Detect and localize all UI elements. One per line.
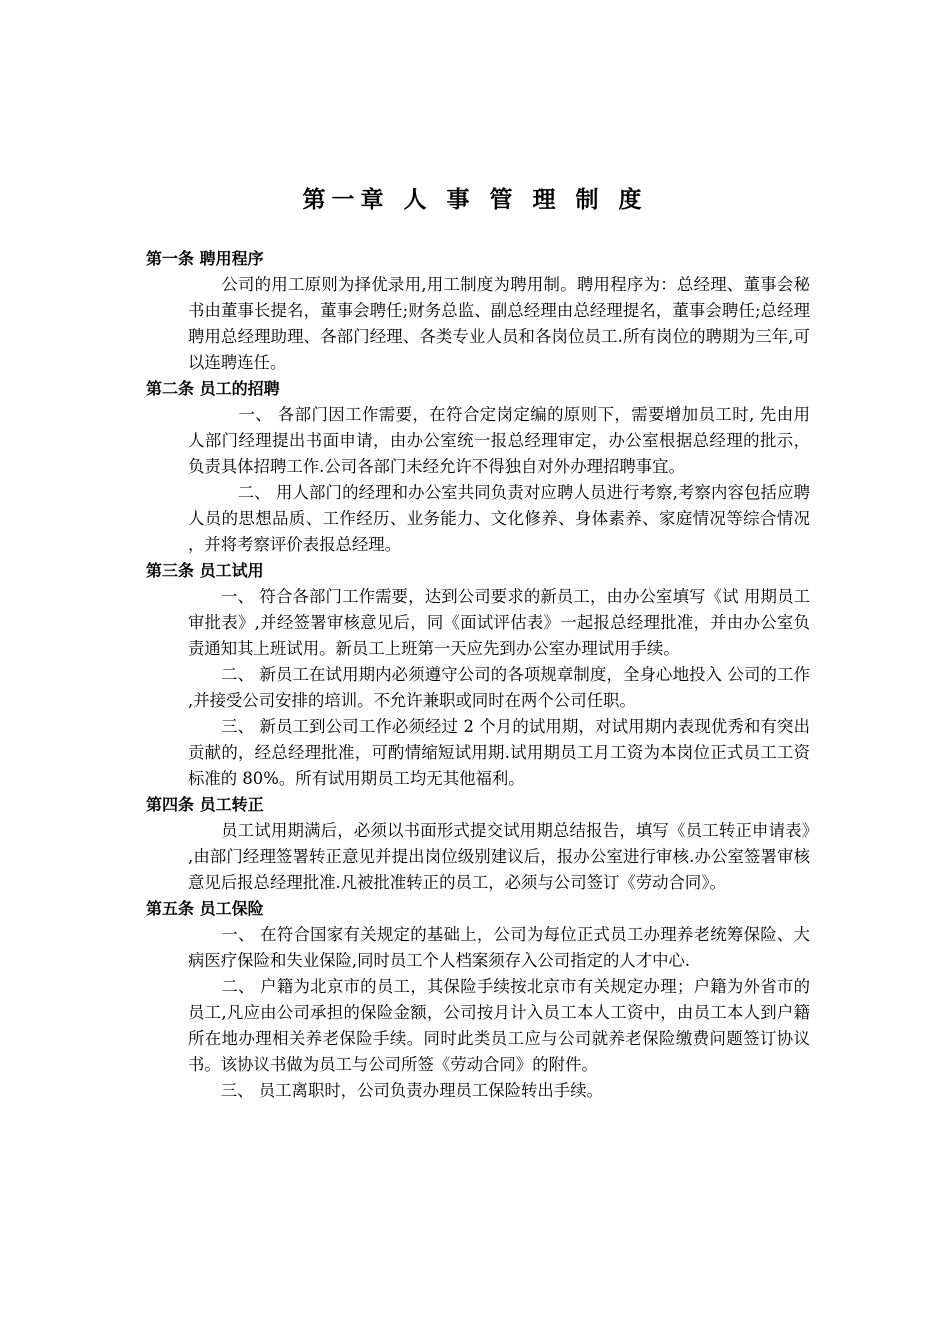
section-heading: 第二条 员工的招聘 [146, 379, 280, 398]
section-heading: 第五条 员工保险 [146, 899, 264, 918]
paragraph: 一、 在符合国家有关规定的基础上，公司为每位正式员工办理养老统筹保险、大病医疗保险和失业保险,同时员工个人档案须存入公司指定的人才中心. [188, 925, 810, 970]
document-body [146, 246, 810, 1104]
paragraph: 一、 各部门因工作需要，在符合定岗定编的原则下，需要增加员工时, 先由用人部门经理提出书面申请，由办公室统一报总经理审定，办公室根据总经理的批示，负责具体招聘工作.公司各部门未经允许不得独自对外办理招聘事宜。 [188, 405, 810, 476]
section-heading: 第三条 员工试用 [146, 561, 264, 580]
paragraph: 一、 符合各部门工作需要，达到公司要求的新员工，由办公室填写《试 用期员工审批表》,并经签署审核意见后，同《面试评估表》一起报总经理批准，并由办公室负责通知其上班试用。新员工上班第一天应先到办公室办理试用手续。 [188, 587, 810, 658]
section-heading: 第一条 聘用程序 [146, 249, 264, 268]
section-heading: 第四条 员工转正 [146, 795, 264, 814]
paragraph: 二、 户籍为北京市的员工，其保险手续按北京市有关规定办理；户籍为外省市的员工,凡应由公司承担的保险金额，公司按月计入员工本人工资中，由员工本人到户籍所在地办理相关养老保险手续。同时此类员工应与公司就养老保险缴费问题签订协议书。该协议书做为员工与公司所签《劳动合同》的附件。 [188, 977, 810, 1074]
paragraph: 二、 用人部门的经理和办公室共同负责对应聘人员进行考察,考察内容包括应聘人员的思想品质、工作经历、业务能力、文化修养、身体素养、家庭情况等综合情况，并将考察评价表报总经理。 [188, 483, 810, 554]
chapter-title: 第一章 人 事 管 理 制 度 [302, 187, 648, 213]
paragraph: 公司的用工原则为择优录用,用工制度为聘用制。聘用程序为：总经理、董事会秘书由董事长提名，董事会聘任;财务总监、副总经理由总经理提名，董事会聘任;总经理聘用总经理助理、各部门经理、各类专业人员和各岗位员工.所有岗位的聘期为三年,可以连聘连任。 [188, 275, 810, 372]
paragraph: 三、 员工离职时，公司负责办理员工保险转出手续。 [188, 1081, 603, 1100]
paragraph: 三、 新员工到公司工作必须经过 2 个月的试用期，对试用期内表现优秀和有突出贡献的，经总经理批准，可酌情缩短试用期.试用期员工月工资为本岗位正式员工工资标准的 80%。所有试用期员工均无其他福利。 [188, 717, 810, 788]
paragraph: 二、 新员工在试用期内必须遵守公司的各项规章制度，全身心地投入 公司的工作,并接受公司安排的培训。不允许兼职或同时在两个公司任职。 [188, 665, 810, 710]
paragraph: 员工试用期满后，必须以书面形式提交试用期总结报告，填写《员工转正申请表》,由部门经理签署转正意见并提出岗位级别建议后，报办公室进行审核.办公室签署审核意见后报总经理批准.凡被批准转正的员工，必须与公司签订《劳动合同》。 [188, 821, 810, 892]
